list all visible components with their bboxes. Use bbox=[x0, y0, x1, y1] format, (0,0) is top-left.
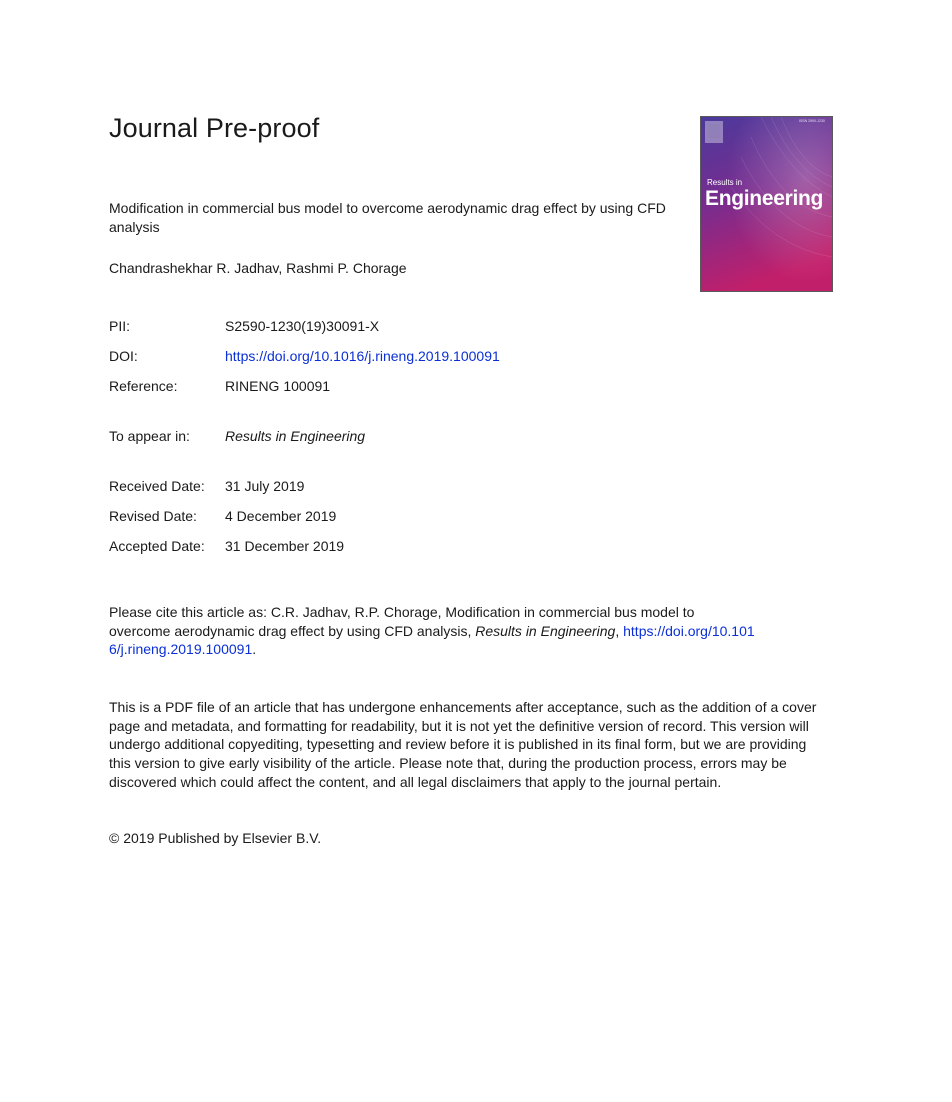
journal-cover-image bbox=[700, 116, 833, 292]
copyright: © 2019 Published by Elsevier B.V. bbox=[109, 830, 322, 846]
citation-paragraph bbox=[109, 603, 759, 659]
journal-preproof-title: Journal Pre-proof bbox=[109, 113, 320, 143]
doi-link[interactable]: https://doi.org/10.1016/j.rineng.2019.100091 bbox=[225, 348, 500, 364]
cover-subtitle: Results in bbox=[707, 178, 743, 187]
reference-label: Reference: bbox=[109, 378, 178, 394]
cite-journal: Results in Engineering bbox=[475, 622, 616, 639]
appear-label: To appear in: bbox=[109, 428, 190, 444]
accepted-value: 31 December 2019 bbox=[225, 538, 345, 554]
received-value: 31 July 2019 bbox=[225, 478, 305, 494]
pii-value: S2590-1230(19)30091-X bbox=[225, 318, 380, 334]
article-title: Modification in commercial bus model to overcome aerodynamic drag effect by using CFD analysis bbox=[109, 200, 666, 235]
authors: Chandrashekhar R. Jadhav, Rashmi P. Chorage bbox=[109, 260, 407, 276]
cite-prefix: Please cite this article as: C.R. Jadhav, R.P. Chorage, Modification in commercial bus model to overcome aerodynamic drag effect by using CFD analysis, bbox=[109, 604, 695, 639]
revised-value: 4 December 2019 bbox=[225, 508, 337, 524]
cover-main-title: Engineering bbox=[705, 187, 824, 210]
cover-issn: ISSN 2590-1230 bbox=[799, 119, 825, 123]
received-label: Received Date: bbox=[109, 478, 205, 494]
preproof-notice: This is a PDF file of an article that has undergone enhancements after acceptance, such as the addition of a cover page and metadata, and formatting for readability, but it is not yet the definitive version of record. This version will undergo additional copyediting, typesetting and review before it is published in its final form, but we are providing this version to give early visibility of the article. Please note that, during the production process, errors may be discovered which could affect the content, and all legal disclaimers that apply to the journal pertain. bbox=[109, 699, 817, 790]
pii-label: PII: bbox=[109, 318, 131, 334]
cite-doi-link[interactable]: https://doi.org/10.1016/j.rineng.2019.100091 bbox=[109, 622, 755, 657]
reference-value: RINENG 100091 bbox=[225, 378, 331, 394]
cite-separator: , bbox=[615, 622, 624, 639]
doi-label: DOI: bbox=[109, 348, 138, 364]
revised-label: Revised Date: bbox=[109, 508, 197, 524]
accepted-label: Accepted Date: bbox=[109, 538, 205, 554]
cite-suffix: . bbox=[252, 641, 257, 657]
appear-value: Results in Engineering bbox=[225, 428, 366, 444]
